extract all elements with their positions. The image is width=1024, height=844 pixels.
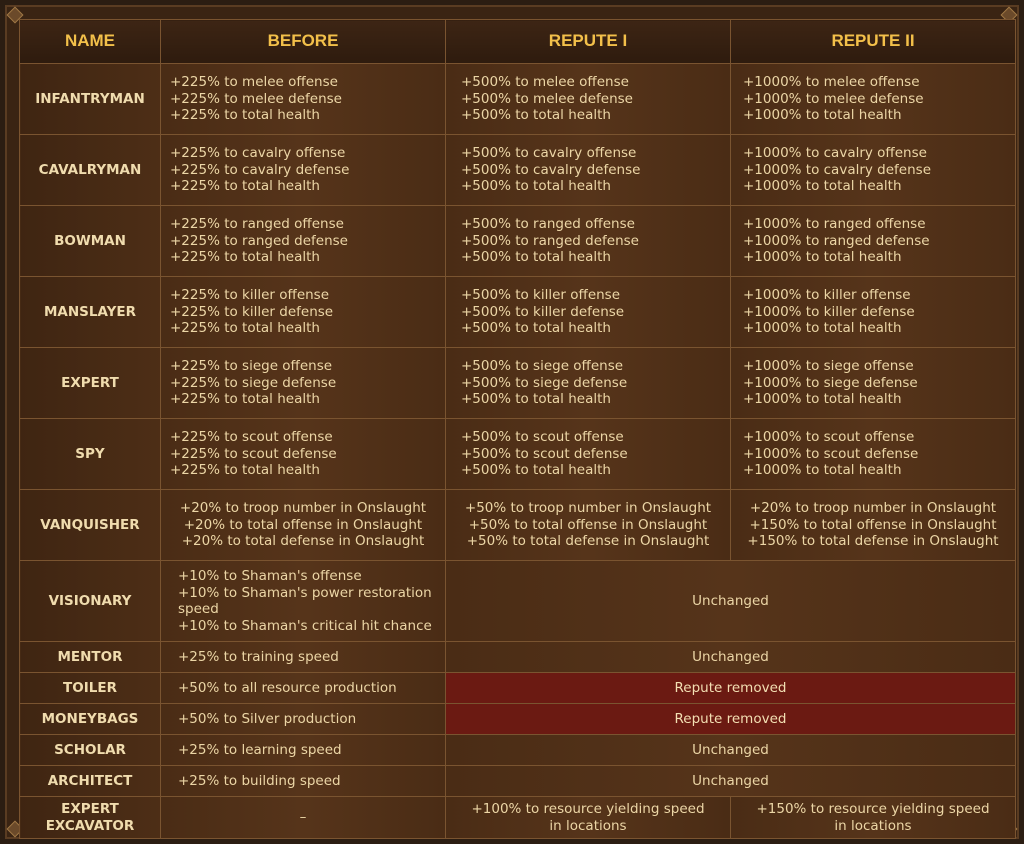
repute-1-effects: [446, 490, 731, 561]
effect-line: +500% to killer defense: [461, 303, 625, 320]
effect-line: +150% to total defense in Onslaught: [747, 533, 999, 550]
effect-line: +1000% to ranged offense: [743, 216, 926, 233]
merged-status: Unchanged: [446, 561, 1016, 642]
repute-1-effects: [446, 419, 731, 490]
effect-line: +20% to total defense in Onslaught: [181, 533, 425, 550]
table-row: [20, 348, 1016, 419]
effect-line: +1000% to total health: [743, 391, 902, 408]
before-effects: [161, 348, 446, 419]
effect-line: +50% to total offense in Onslaught: [468, 516, 708, 533]
effect-line: +25% to learning speed: [178, 741, 342, 758]
table-row: [20, 704, 1016, 735]
effect-line: +225% to cavalry offense: [170, 145, 346, 162]
effect-line: +225% to total health: [170, 391, 320, 408]
effect-line: +50% to total defense in Onslaught: [466, 533, 710, 550]
effect-line: +225% to total health: [170, 320, 320, 337]
repute-removed-status: Repute removed: [446, 673, 1016, 704]
effect-line: +500% to scout offense: [461, 429, 624, 446]
repute-name: [20, 797, 161, 839]
effect-line: +500% to siege defense: [461, 374, 628, 391]
table-row: [20, 64, 1016, 135]
merged-status: Unchanged: [446, 735, 1016, 766]
effect-line: –: [299, 809, 307, 826]
before-effects: [161, 277, 446, 348]
effect-line: +500% to melee defense: [461, 90, 633, 107]
before-effects: [161, 490, 446, 561]
effect-line: +500% to cavalry defense: [461, 161, 641, 178]
effect-line: +20% to troop number in Onslaught: [749, 500, 997, 517]
effect-line: +1000% to scout defense: [743, 445, 919, 462]
effect-line: +10% to Shaman's critical hit chance: [178, 617, 432, 634]
effect-line: +25% to building speed: [178, 772, 341, 789]
effect-line: +225% to cavalry defense: [170, 161, 350, 178]
table-row: [20, 419, 1016, 490]
effect-line: +1000% to melee defense: [743, 90, 924, 107]
table-row: [20, 206, 1016, 277]
before-effects: [161, 735, 446, 766]
repute-name: TOILER: [20, 673, 161, 704]
repute-name-line: EXCAVATOR: [45, 817, 135, 834]
before-effects: [161, 642, 446, 673]
effect-line: +150% to resource yielding speed: [756, 801, 990, 817]
col-header-repute-1: REPUTE I: [446, 20, 731, 64]
effect-line: +225% to melee offense: [170, 74, 338, 91]
table-row: [20, 642, 1016, 673]
effect-line: +500% to total health: [461, 249, 611, 266]
repute-name-line: EXPERT: [61, 801, 119, 817]
repute-comparison-table: [19, 19, 1016, 839]
effect-line: in locations: [834, 817, 912, 834]
table-row: [20, 735, 1016, 766]
before-effects: [161, 673, 446, 704]
before-effects: [161, 766, 446, 797]
effect-line: +500% to ranged defense: [461, 232, 639, 249]
repute-2-effects: [731, 419, 1016, 490]
effect-line: +500% to total health: [461, 178, 611, 195]
effect-line: +500% to cavalry offense: [461, 145, 637, 162]
before-effects: [161, 135, 446, 206]
repute-1-effects: [446, 135, 731, 206]
effect-line: +500% to total health: [461, 462, 611, 479]
repute-name: MANSLAYER: [20, 277, 161, 348]
table-row: [20, 766, 1016, 797]
repute-2-effects: [731, 135, 1016, 206]
effect-line: +1000% to scout offense: [743, 429, 915, 446]
repute-name: SCHOLAR: [20, 735, 161, 766]
repute-1-effects: [446, 64, 731, 135]
repute-1-effects: [446, 348, 731, 419]
effect-line: +10% to Shaman's offense: [178, 568, 362, 584]
before-effects: [161, 561, 446, 642]
effect-line: +50% to all resource production: [178, 679, 397, 696]
effect-line: +1000% to total health: [743, 320, 902, 337]
effect-line: +20% to total offense in Onslaught: [183, 516, 423, 533]
effect-line: +1000% to melee offense: [743, 74, 920, 91]
effect-line: +500% to killer offense: [461, 287, 621, 304]
repute-2-effects: [731, 64, 1016, 135]
effect-line: +1000% to siege defense: [743, 374, 918, 391]
effect-line: +50% to Silver production: [178, 710, 357, 727]
effect-line: +1000% to cavalry defense: [743, 161, 931, 178]
repute-name: SPY: [20, 419, 161, 490]
effect-line: +225% to killer defense: [170, 303, 334, 320]
repute-2-effects: [731, 348, 1016, 419]
repute-name: EXPERT: [20, 348, 161, 419]
col-header-repute-2: REPUTE II: [731, 20, 1016, 64]
header-row: [20, 20, 1016, 64]
effect-line: +100% to resource yielding speed: [471, 801, 705, 817]
repute-name: MONEYBAGS: [20, 704, 161, 735]
effect-line: +20% to troop number in Onslaught: [179, 500, 427, 517]
effect-line: +25% to training speed: [178, 648, 339, 665]
effect-line: +225% to total health: [170, 249, 320, 266]
col-header-before: BEFORE: [161, 20, 446, 64]
effect-line: +1000% to ranged defense: [743, 232, 930, 249]
before-effects: [161, 704, 446, 735]
repute-2-effects: [731, 490, 1016, 561]
effect-line: in locations: [549, 817, 627, 834]
merged-status: Unchanged: [446, 642, 1016, 673]
repute-name: VISIONARY: [20, 561, 161, 642]
table-row: [20, 673, 1016, 704]
effect-line: +500% to total health: [461, 320, 611, 337]
effect-line: +225% to siege offense: [170, 358, 333, 375]
effect-line: +500% to melee offense: [461, 74, 629, 91]
effect-line: +1000% to total health: [743, 249, 902, 266]
effect-line: +1000% to total health: [743, 107, 902, 124]
repute-1-effects: [446, 797, 731, 839]
effect-line: +225% to scout offense: [170, 429, 333, 446]
table-row: [20, 135, 1016, 206]
merged-status: Unchanged: [446, 766, 1016, 797]
repute-1-effects: [446, 277, 731, 348]
repute-name: ARCHITECT: [20, 766, 161, 797]
effect-line: +1000% to killer defense: [743, 303, 915, 320]
effect-line: +1000% to killer offense: [743, 287, 911, 304]
repute-name: INFANTRYMAN: [20, 64, 161, 135]
table-row: [20, 277, 1016, 348]
effect-line: +225% to total health: [170, 107, 320, 124]
effect-line: +1000% to total health: [743, 462, 902, 479]
effect-line: +500% to scout defense: [461, 445, 628, 462]
effect-line: +1000% to total health: [743, 178, 902, 195]
effect-line: +500% to total health: [461, 391, 611, 408]
effect-line: +225% to siege defense: [170, 374, 337, 391]
before-effects: [161, 206, 446, 277]
effect-line: +225% to scout defense: [170, 445, 337, 462]
effect-line: +500% to total health: [461, 107, 611, 124]
table-row: [20, 561, 1016, 642]
effect-line: +225% to killer offense: [170, 287, 330, 304]
before-effects: [161, 419, 446, 490]
effect-line: +225% to total health: [170, 462, 320, 479]
repute-name: BOWMAN: [20, 206, 161, 277]
repute-2-effects: [731, 797, 1016, 839]
repute-name: CAVALRYMAN: [20, 135, 161, 206]
effect-line: +225% to ranged defense: [170, 232, 348, 249]
table-row: [20, 490, 1016, 561]
table-row: [20, 797, 1016, 839]
effect-line: +500% to siege offense: [461, 358, 624, 375]
effect-line: +1000% to cavalry offense: [743, 145, 927, 162]
repute-name: MENTOR: [20, 642, 161, 673]
repute-2-effects: [731, 277, 1016, 348]
before-effects: [161, 64, 446, 135]
effect-line: +150% to total offense in Onslaught: [749, 516, 997, 533]
effect-line: +225% to total health: [170, 178, 320, 195]
repute-2-effects: [731, 206, 1016, 277]
repute-name: VANQUISHER: [20, 490, 161, 561]
repute-removed-status: Repute removed: [446, 704, 1016, 735]
before-effects: [161, 797, 446, 839]
effect-line: +225% to melee defense: [170, 90, 342, 107]
effect-line: +1000% to siege offense: [743, 358, 914, 375]
col-header-name: NAME: [20, 20, 161, 64]
effect-line: +50% to troop number in Onslaught: [464, 500, 712, 517]
effect-line: +10% to Shaman's power restoration speed: [178, 584, 432, 617]
repute-1-effects: [446, 206, 731, 277]
effect-line: +225% to ranged offense: [170, 216, 344, 233]
effect-line: +500% to ranged offense: [461, 216, 635, 233]
